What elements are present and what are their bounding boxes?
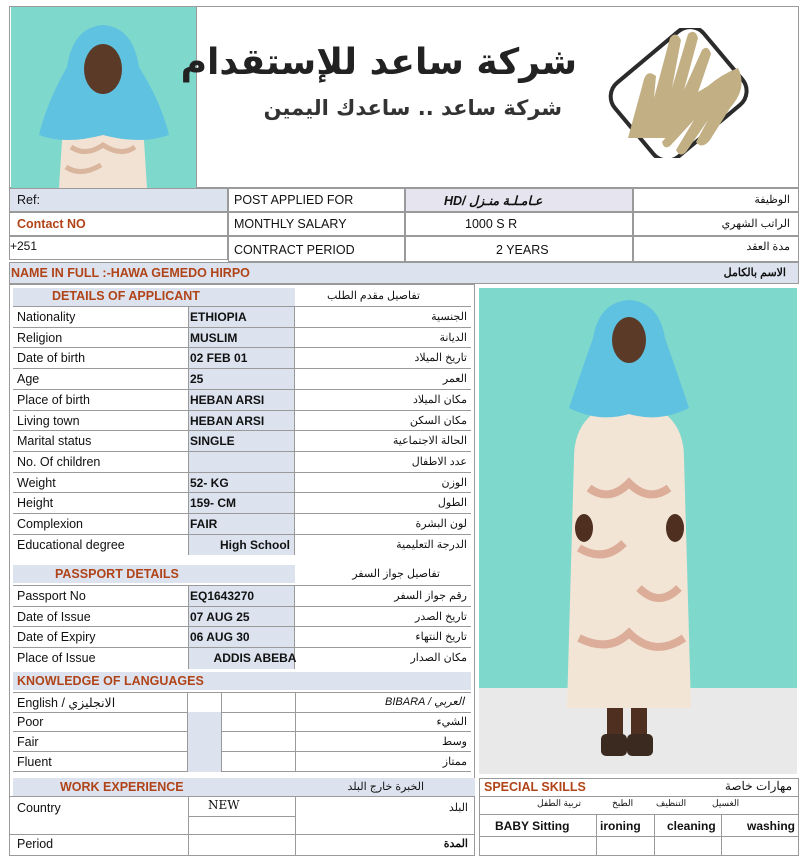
skills-col-1 — [596, 814, 597, 856]
work-col-1 — [188, 796, 189, 856]
lang-level-ar: ممتاز — [442, 756, 467, 768]
table-row — [13, 472, 471, 493]
table-row — [13, 368, 471, 389]
lang-col-3 — [295, 692, 296, 772]
lang-row — [13, 712, 471, 732]
row-label: Passport No — [17, 589, 86, 603]
row-label-ar: الدرجة التعليمية — [396, 538, 467, 551]
salary-value: 1000 S R — [465, 217, 518, 231]
row-value: EQ1643270 — [190, 589, 255, 603]
row-label: Date of birth — [17, 351, 86, 366]
skills-line-1 — [479, 796, 799, 797]
row-label-ar: تاريخ الصدر — [415, 610, 467, 623]
skill-ar-2: الطبخ — [612, 798, 634, 808]
table-row — [13, 534, 471, 555]
skills-line-2 — [479, 814, 799, 815]
lang-level-label: Fluent — [17, 755, 52, 769]
lang-level-label: Fair — [17, 735, 39, 749]
skills-title-ar: مهارات خاصة — [724, 779, 792, 793]
skill-cleaning: cleaning — [667, 819, 716, 833]
lang-line-1 — [13, 692, 471, 693]
row-label: Complexion — [17, 517, 84, 531]
skills-col-3 — [721, 814, 722, 856]
lang-level-ar: وسط — [442, 736, 467, 748]
salary-ar: الراتب الشهري — [721, 218, 790, 230]
row-label-ar: الطول — [437, 497, 467, 510]
row-label-ar: تاريخ الميلاد — [414, 352, 467, 365]
phone-value: +251 — [10, 239, 38, 253]
table-row — [13, 410, 471, 431]
hands-logo-icon — [598, 28, 758, 158]
country-label: Country — [17, 801, 61, 815]
value-shade — [188, 369, 295, 390]
table-row — [13, 647, 471, 668]
table-row — [13, 606, 471, 627]
lang-col-2 — [221, 692, 222, 772]
row-label-ar: تاريخ النتهاء — [415, 631, 467, 644]
work-col-2 — [295, 796, 296, 856]
row-label-ar: الجنسية — [431, 311, 467, 323]
row-label-ar: الديانة — [439, 331, 467, 344]
work-line-1 — [9, 796, 475, 797]
full-name: NAME IN FULL :-HAWA GEMEDO HIRPO — [11, 266, 250, 280]
skill-ar-3: التنظيف — [656, 798, 687, 808]
row-value: 25 — [190, 372, 204, 387]
row-label: Place of Issue — [17, 651, 96, 666]
table-row — [13, 492, 471, 513]
row-value: 159- CM — [190, 496, 237, 511]
post-ar: الوظيفة — [754, 194, 790, 206]
row-value: 52- KG — [190, 475, 229, 490]
row-label: Educational degree — [17, 537, 125, 552]
salary-value-cell — [405, 212, 633, 236]
ref-label: Ref: — [17, 193, 40, 207]
value-shade — [188, 452, 295, 473]
header-divider — [196, 6, 197, 188]
row-label: Date of Expiry — [17, 630, 96, 645]
passport-title: PASSPORT DETAILS — [55, 567, 179, 581]
row-label-ar: مكان السكن — [409, 414, 467, 427]
table-row — [13, 451, 471, 472]
portrait-illustration — [11, 7, 196, 188]
details-title-ar: تفاصيل مقدم الطلب — [327, 290, 420, 302]
lang-level-ar: الشيء — [436, 716, 467, 728]
row-value: 02 FEB 01 — [190, 351, 248, 366]
lang-level-label: Poor — [17, 715, 44, 729]
work-title: WORK EXPERIENCE — [60, 780, 184, 794]
ref-cell — [9, 188, 228, 212]
lang-row — [13, 752, 471, 772]
table-row — [13, 389, 471, 410]
row-value: ADDIS ABEBA — [213, 651, 297, 666]
work-line-2 — [188, 816, 295, 817]
table-row — [13, 626, 471, 647]
passport-title-ar: تفاصيل جواز السفر — [352, 568, 440, 580]
company-name: شركة ساعد للإستقدام — [180, 42, 577, 83]
lang-row — [13, 732, 471, 752]
country-value: NEW — [208, 798, 240, 812]
row-label: Age — [17, 372, 40, 387]
table-row — [13, 585, 471, 606]
country-ar: البلد — [448, 802, 468, 814]
details-title: DETAILS OF APPLICANT — [52, 289, 200, 303]
row-label: No. Of children — [17, 454, 101, 469]
skill-ar-4: الغسيل — [712, 798, 740, 808]
row-label: Marital status — [17, 434, 92, 449]
row-label: Place of birth — [17, 392, 90, 407]
row-label: Living town — [17, 413, 80, 428]
row-value: ETHIOPIA — [190, 310, 247, 324]
row-label-ar: العمر — [442, 373, 467, 386]
row-value: High School — [220, 537, 290, 552]
row-label-ar: لون البشرة — [415, 518, 467, 530]
work-title-ar: الخبرة خارج البلد — [347, 781, 424, 793]
arabic-label: BIBARA / العربي — [385, 696, 465, 708]
row-value: HEBAN ARSI — [190, 392, 265, 407]
contract-ar: مدة العقد — [746, 241, 790, 253]
post-label: POST APPLIED FOR — [234, 193, 354, 207]
row-label-ar: الحالة الاجتماعية — [392, 435, 467, 448]
skills-line-3 — [479, 836, 799, 837]
period-ar: المدة — [443, 838, 468, 850]
row-value: FAIR — [190, 517, 218, 531]
skill-washing: washing — [747, 819, 796, 833]
skill-ar-1: تربية الطفل — [537, 798, 582, 808]
table-row — [13, 327, 471, 348]
contract-label: CONTRACT PERIOD — [234, 243, 355, 257]
row-label: Date of Issue — [17, 609, 91, 624]
lang-shade-1 — [188, 712, 221, 772]
row-value: SINGLE — [190, 434, 235, 449]
english-label: English / الانجليزي — [17, 696, 116, 710]
full-body-photo — [479, 288, 797, 774]
table-row — [13, 430, 471, 451]
row-value: 07 AUG 25 — [190, 609, 250, 624]
row-label-ar: عدد الاطفال — [411, 455, 467, 468]
table-row — [13, 513, 471, 534]
table-row — [13, 347, 471, 368]
row-label: Religion — [17, 330, 63, 345]
skills-col-2 — [654, 814, 655, 856]
row-label-ar: الوزن — [441, 476, 467, 489]
row-label: Weight — [17, 475, 56, 490]
salary-label: MONTHLY SALARY — [234, 217, 347, 231]
period-label: Period — [17, 837, 54, 851]
skill-baby-sitting: BABY Sitting — [495, 819, 570, 833]
full-name-ar: الاسم بالكامل — [723, 267, 786, 279]
row-label: Nationality — [17, 310, 76, 324]
work-line-3 — [9, 834, 475, 835]
row-label-ar: رقم جواز السفر — [394, 590, 467, 602]
row-label: Height — [17, 496, 54, 511]
phone-cell — [9, 236, 228, 260]
row-value: MUSLIM — [190, 330, 238, 345]
row-label-ar: مكان الصدار — [410, 652, 467, 665]
table-row — [13, 306, 471, 327]
post-value: HD/ عـامـلـة منـزل — [444, 194, 543, 208]
full-body-illustration — [479, 288, 797, 774]
row-value: HEBAN ARSI — [190, 413, 265, 428]
contract-value: 2 YEARS — [496, 243, 549, 257]
row-label-ar: مكان الميلاد — [412, 393, 467, 406]
company-slogan: شركة ساعد .. ساعدك اليمين — [263, 96, 562, 120]
contact-label: Contact NO — [17, 217, 86, 231]
languages-title: KNOWLEDGE OF LANGUAGES — [17, 674, 204, 688]
skill-ironing: ironing — [600, 819, 641, 833]
portrait-photo — [11, 7, 196, 188]
skills-title: SPECIAL SKILLS — [484, 780, 586, 794]
row-value: 06 AUG 30 — [190, 630, 250, 645]
